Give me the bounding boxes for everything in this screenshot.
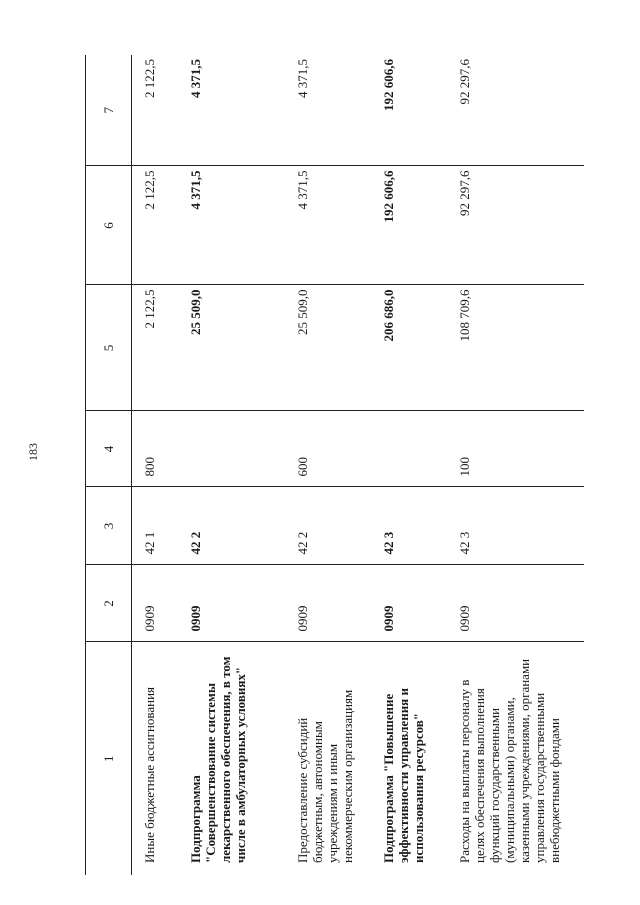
page-number: 183	[26, 443, 40, 461]
table-row	[132, 55, 179, 875]
amount-col7: 4 371,5	[188, 59, 203, 98]
amount-col5: 2 122,5	[132, 285, 179, 411]
header-cell: 7	[86, 55, 132, 166]
header-cell: 4	[86, 411, 132, 487]
expense-type-code: 800	[132, 411, 179, 487]
header-cell: 3	[86, 487, 132, 565]
expense-type-code: 100	[447, 411, 584, 487]
header-cell: 5	[86, 285, 132, 411]
amount-col7: 4 371,5	[295, 59, 310, 98]
program-code: 42 3	[447, 487, 584, 565]
row-name: Подпрограмма "Совершенствование системы лекарственного обеспечения, в том числе в амбулаторных условиях"	[178, 642, 285, 875]
program-code: 42 1	[132, 487, 179, 565]
row-name: Предоставление субсидий бюджетным, автономным учреждениям и иным некоммерческим организациям	[285, 642, 371, 875]
section-code: 0909	[285, 565, 371, 642]
section-code: 0909	[132, 565, 179, 642]
program-code: 42 3	[371, 487, 447, 565]
table-row	[447, 55, 584, 875]
section-code: 0909	[178, 565, 285, 642]
expense-type-code	[178, 411, 285, 487]
amount-col7: 2 122,5	[142, 59, 157, 98]
table-row	[371, 55, 447, 875]
row-name: Иные бюджетные ассигнования	[132, 642, 179, 875]
program-code: 42 2	[178, 487, 285, 565]
expense-type-code: 600	[285, 411, 371, 487]
amount-col6: 4 371,5	[178, 166, 285, 285]
table-row	[178, 55, 285, 875]
amount-col6: 192 606,6	[371, 166, 447, 285]
amount-col6: 92 297,6	[447, 166, 584, 285]
amount-col5: 108 709,6	[447, 285, 584, 411]
amount-col5: 25 509,0	[178, 285, 285, 411]
section-code: 0909	[447, 565, 584, 642]
amount-col5: 206 686,0	[371, 285, 447, 411]
budget-table	[85, 55, 584, 875]
header-cell: 2	[86, 565, 132, 642]
program-code: 42 2	[285, 487, 371, 565]
row-name: Расходы на выплаты персоналу в целях обеспечения выполнения функций государственными (муниципальными) органами, казенными учреждениями, органами управления государственными внебюджетными фондами	[447, 642, 584, 875]
amount-col5: 25 509,0	[285, 285, 371, 411]
header-cell: 6	[86, 166, 132, 285]
row-name: Подпрограмма "Повышение эффективности управления и использования ресурсов"	[371, 642, 447, 875]
amount-col7: 92 297,6	[457, 59, 472, 105]
amount-col6: 2 122,5	[132, 166, 179, 285]
amount-col6: 4 371,5	[285, 166, 371, 285]
header-cell: 1	[86, 642, 132, 875]
table-header-row	[86, 55, 132, 875]
table-row	[285, 55, 371, 875]
section-code: 0909	[371, 565, 447, 642]
amount-col7: 192 606,6	[381, 59, 396, 111]
expense-type-code	[371, 411, 447, 487]
